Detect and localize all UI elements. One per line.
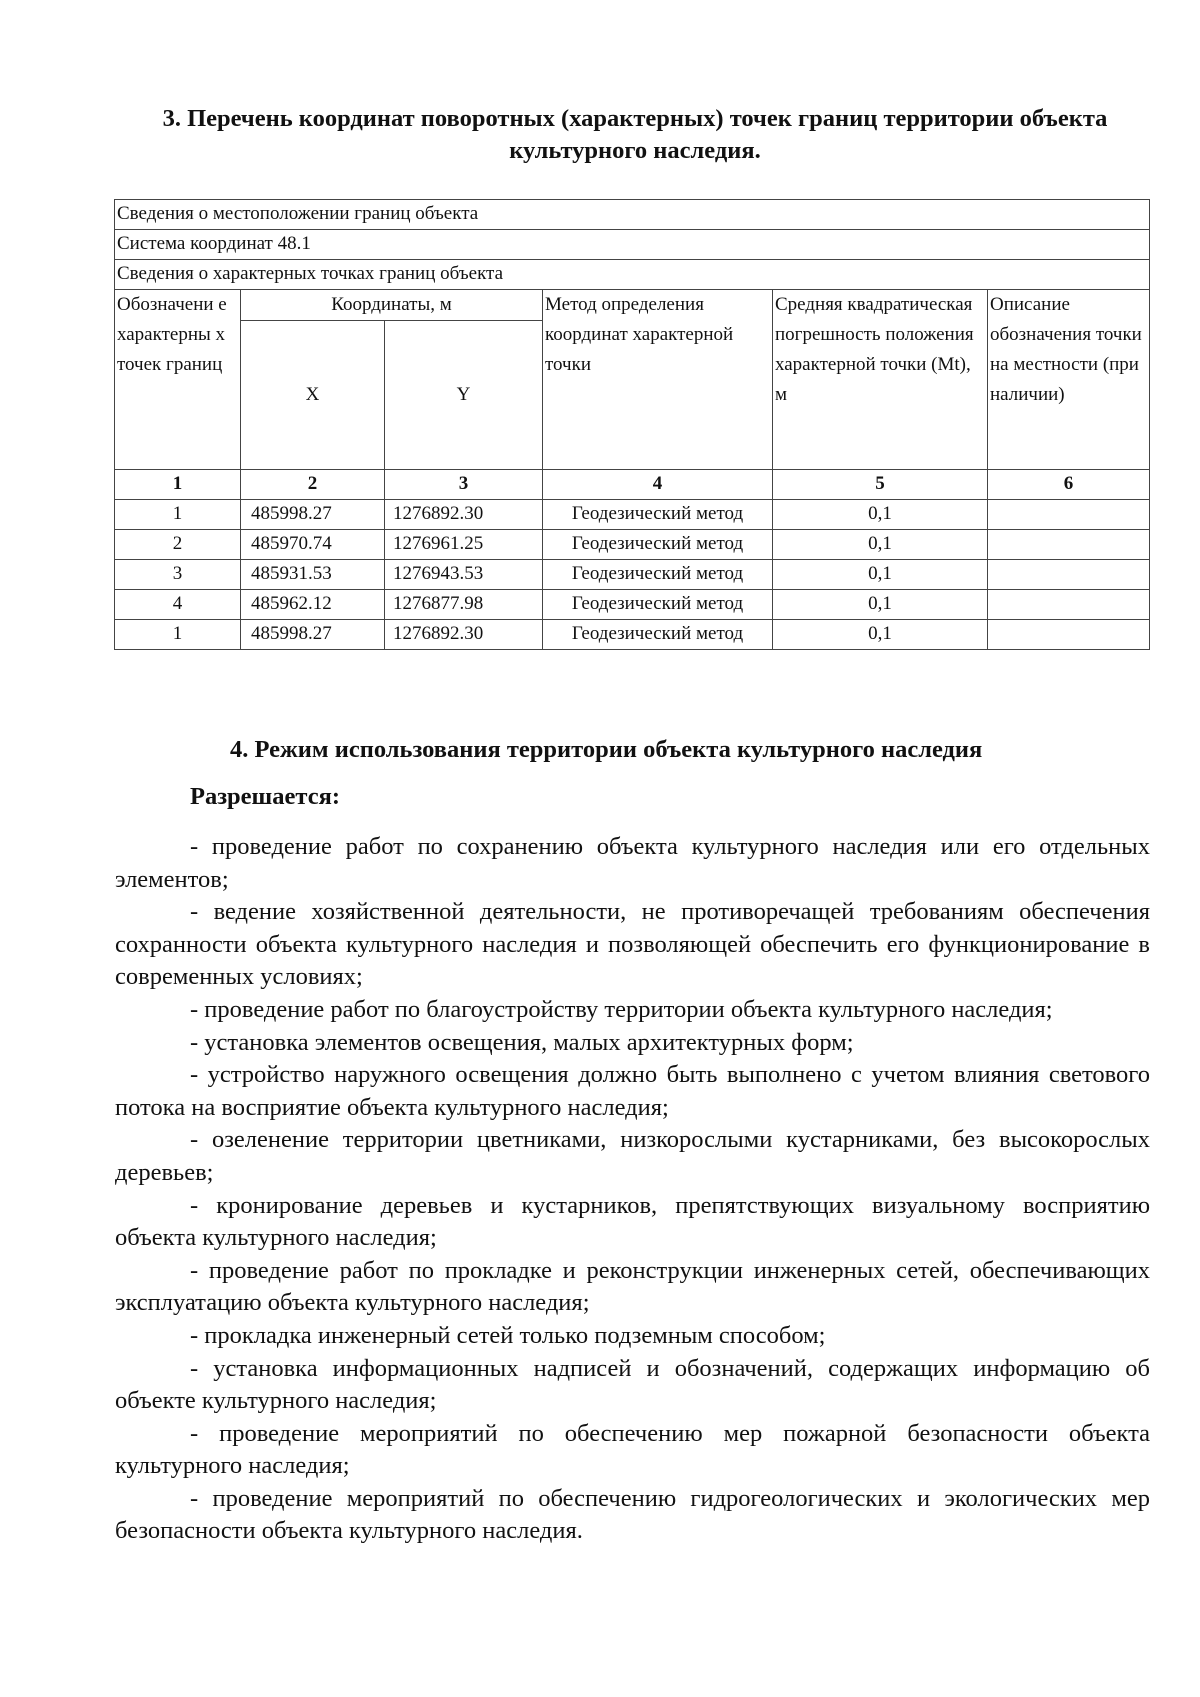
cell-x: 485931.53: [241, 560, 385, 590]
description-header: Описание обозначения точки на местности (при наличии): [988, 290, 1150, 470]
cell-point: 3: [115, 560, 241, 590]
list-item: - установка информационных надписей и обозначений, содержащих информацию об объекте культурного наследия;: [115, 1354, 1150, 1415]
x-header: X: [241, 321, 385, 470]
cell-method: Геодезический метод: [543, 620, 773, 650]
list-item: - ведение хозяйственной деятельности, не противоречащей требованиям обеспечения сохранности объекта культурного наследия и позволяющей обеспечить его функционирование в современных условиях;: [115, 898, 1150, 991]
list-item: - проведение работ по прокладке и реконструкции инженерных сетей, обеспечивающих эксплуатацию объекта культурного наследия;: [115, 1256, 1150, 1317]
table-row: [115, 590, 1150, 620]
cell-y: 1276961.25: [385, 530, 543, 560]
section-4-title: 4. Режим использования территории объекта культурного наследия: [230, 736, 983, 763]
cell-x: 485962.12: [241, 590, 385, 620]
cell-desc: [988, 620, 1150, 650]
column-numbers-row: [115, 470, 1150, 500]
cell-y: 1276892.30: [385, 500, 543, 530]
point-designation-header: Обозначени е характерны х точек границ: [115, 290, 241, 470]
list-item: - проведение мероприятий по обеспечению мер пожарной безопасности объекта культурного наследия;: [115, 1419, 1150, 1480]
cell-method: Геодезический метод: [543, 500, 773, 530]
cell-desc: [988, 590, 1150, 620]
column-number: 6: [988, 470, 1150, 500]
list-item: - устройство наружного освещения должно быть выполнено с учетом влияния светового потока на восприятие объекта культурного наследия;: [115, 1061, 1150, 1121]
cell-point: 2: [115, 530, 241, 560]
cell-x: 485998.27: [241, 620, 385, 650]
column-number: 1: [115, 470, 241, 500]
table-row: [115, 500, 1150, 530]
cell-error: 0,1: [773, 620, 988, 650]
cell-x: 485970.74: [241, 530, 385, 560]
cell-point: 4: [115, 590, 241, 620]
error-header: Средняя квадратическая погрешность положения характерной точки (Mt), м: [773, 290, 988, 470]
method-header: Метод определения координат характерной точки: [543, 290, 773, 470]
cell-method: Геодезический метод: [543, 560, 773, 590]
y-header: Y: [385, 321, 543, 470]
table-row: [115, 530, 1150, 560]
list-item: - проведение мероприятий по обеспечению гидрогеологических и экологических мер безопасности объекта культурного наследия.: [115, 1484, 1150, 1545]
column-number: 4: [543, 470, 773, 500]
coordinate-system-row: Система координат 48.1: [115, 230, 1150, 260]
list-item: - проведение работ по благоустройству территории объекта культурного наследия;: [190, 995, 1053, 1023]
table-row: [115, 560, 1150, 590]
cell-y: 1276892.30: [385, 620, 543, 650]
points-info-row: Сведения о характерных точках границ объекта: [115, 260, 1150, 290]
cell-x: 485998.27: [241, 500, 385, 530]
cell-error: 0,1: [773, 530, 988, 560]
cell-desc: [988, 560, 1150, 590]
location-row: Сведения о местоположении границ объекта: [115, 200, 1150, 230]
cell-y: 1276877.98: [385, 590, 543, 620]
list-item: - прокладка инженерный сетей только подземным способом;: [190, 1321, 826, 1349]
cell-error: 0,1: [773, 560, 988, 590]
allowed-heading: Разрешается:: [190, 783, 340, 810]
cell-error: 0,1: [773, 590, 988, 620]
coordinates-header: Координаты, м: [241, 290, 543, 321]
list-item: - озеленение территории цветниками, низкорослыми кустарниками, без высокорослых деревьев;: [115, 1126, 1150, 1186]
cell-y: 1276943.53: [385, 560, 543, 590]
cell-method: Геодезический метод: [543, 590, 773, 620]
cell-desc: [988, 500, 1150, 530]
table-row: [115, 620, 1150, 650]
cell-method: Геодезический метод: [543, 530, 773, 560]
column-number: 5: [773, 470, 988, 500]
column-number: 3: [385, 470, 543, 500]
list-item: - кронирование деревьев и кустарников, препятствующих визуальному восприятию объекта культурного наследия;: [115, 1191, 1150, 1252]
cell-desc: [988, 530, 1150, 560]
cell-error: 0,1: [773, 500, 988, 530]
cell-point: 1: [115, 500, 241, 530]
list-item: - проведение работ по сохранению объекта культурного наследия или его отдельных элементов;: [115, 833, 1150, 893]
allowed-list: [115, 831, 1150, 1548]
cell-point: 1: [115, 620, 241, 650]
section-3-title: 3. Перечень координат поворотных (характерных) точек границ территории объекта культурного наследия.: [162, 105, 1108, 164]
column-number: 2: [241, 470, 385, 500]
data-rows: [115, 500, 1150, 650]
list-item: - установка элементов освещения, малых архитектурных форм;: [190, 1028, 854, 1056]
coordinates-table: [114, 199, 1150, 650]
